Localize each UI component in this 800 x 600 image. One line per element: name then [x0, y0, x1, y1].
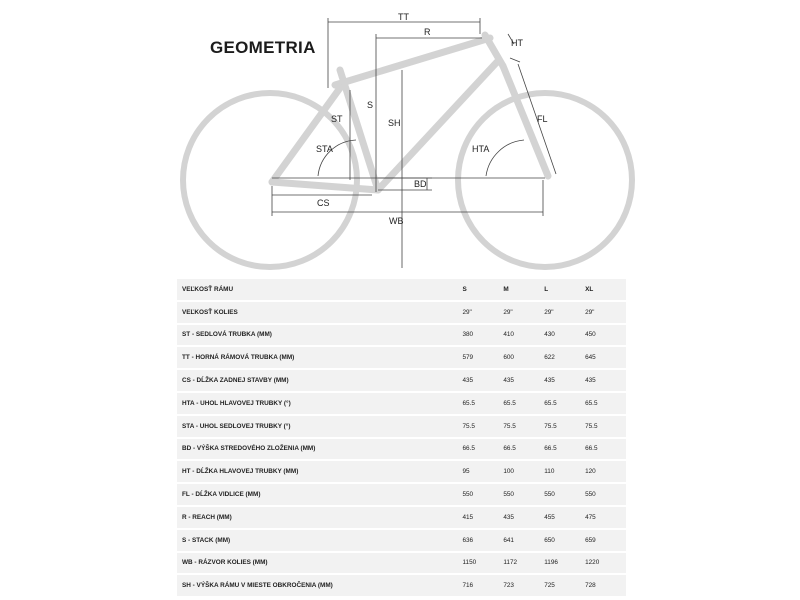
table-row: [177, 393, 626, 414]
row-value: 65.5: [462, 393, 503, 414]
row-value: 645: [585, 347, 626, 368]
row-label: WB - RÁZVOR KOLIES (MM): [177, 553, 462, 574]
label-s: S: [367, 100, 374, 110]
row-value: 110: [544, 461, 585, 482]
row-value: 75.5: [462, 416, 503, 437]
row-value: 430: [544, 325, 585, 346]
label-cs: CS: [317, 198, 330, 208]
label-sh: SH: [388, 118, 401, 128]
label-bd: BD: [414, 179, 427, 189]
label-wb: WB: [389, 216, 404, 226]
row-value: 435: [503, 370, 544, 391]
row-label: HTA - UHOL HLAVOVEJ TRUBKY (°): [177, 393, 462, 414]
row-label: FL - DĹŽKA VIDLICE (MM): [177, 484, 462, 505]
row-value: 29": [544, 302, 585, 323]
bike-frame: [272, 35, 548, 190]
label-hta: HTA: [472, 144, 490, 154]
row-value: 716: [462, 575, 503, 596]
row-value: 100: [503, 461, 544, 482]
row-value: 636: [462, 530, 503, 551]
row-value: 622: [544, 347, 585, 368]
row-label: S - STACK (MM): [177, 530, 462, 551]
row-value: 728: [585, 575, 626, 596]
row-value: 550: [585, 484, 626, 505]
label-ht: HT: [511, 38, 523, 48]
header-size-l: L: [544, 279, 585, 300]
row-value: 65.5: [503, 393, 544, 414]
table-row: [177, 575, 626, 596]
table-row: [177, 302, 626, 323]
row-value: 435: [544, 370, 585, 391]
row-value: 65.5: [544, 393, 585, 414]
table-row: [177, 439, 626, 460]
table-row: [177, 530, 626, 551]
dimension-lines: [272, 18, 556, 268]
table-row: [177, 484, 626, 505]
row-label: R - REACH (MM): [177, 507, 462, 528]
row-value: 75.5: [503, 416, 544, 437]
row-label: TT - HORNÁ RÁMOVÁ TRUBKA (MM): [177, 347, 462, 368]
row-value: 29": [503, 302, 544, 323]
row-value: 725: [544, 575, 585, 596]
row-value: 1196: [544, 553, 585, 574]
row-value: 120: [585, 461, 626, 482]
table-row: [177, 507, 626, 528]
row-label: BD - VÝŠKA STREDOVÉHO ZLOŽENIA (MM): [177, 439, 462, 460]
row-label: SH - VÝŠKA RÁMU V MIESTE OBKROČENIA (MM): [177, 575, 462, 596]
row-value: 415: [462, 507, 503, 528]
row-value: 650: [544, 530, 585, 551]
row-value: 66.5: [585, 439, 626, 460]
bike-geometry-diagram: [0, 0, 800, 275]
row-label: CS - DĹŽKA ZADNEJ STAVBY (MM): [177, 370, 462, 391]
row-value: 579: [462, 347, 503, 368]
row-label: HT - DĹŽKA HLAVOVEJ TRUBKY (MM): [177, 461, 462, 482]
table-row: [177, 325, 626, 346]
row-value: 455: [544, 507, 585, 528]
row-value: 410: [503, 325, 544, 346]
label-sta: STA: [316, 144, 333, 154]
row-value: 435: [503, 507, 544, 528]
row-value: 380: [462, 325, 503, 346]
row-value: 1172: [503, 553, 544, 574]
label-r: R: [424, 27, 431, 37]
header-size-xl: XL: [585, 279, 626, 300]
row-value: 435: [585, 370, 626, 391]
row-value: 1150: [462, 553, 503, 574]
row-value: 550: [544, 484, 585, 505]
table-row: [177, 347, 626, 368]
row-value: 1220: [585, 553, 626, 574]
row-label: STA - UHOL SEDLOVEJ TRUBKY (°): [177, 416, 462, 437]
row-value: 641: [503, 530, 544, 551]
label-st: ST: [331, 114, 343, 124]
row-value: 550: [503, 484, 544, 505]
row-label: VEĽKOSŤ KOLIES: [177, 302, 462, 323]
row-value: 66.5: [503, 439, 544, 460]
label-fl: FL: [537, 114, 548, 124]
header-size-s: S: [462, 279, 503, 300]
row-value: 450: [585, 325, 626, 346]
row-value: 66.5: [544, 439, 585, 460]
table-row: [177, 461, 626, 482]
label-tt: TT: [398, 12, 409, 22]
row-value: 75.5: [544, 416, 585, 437]
page-title: GEOMETRIA: [210, 38, 316, 57]
table-header-row: [177, 279, 626, 300]
row-value: 723: [503, 575, 544, 596]
table-row: [177, 553, 626, 574]
row-value: 435: [462, 370, 503, 391]
row-value: 475: [585, 507, 626, 528]
row-value: 550: [462, 484, 503, 505]
row-value: 600: [503, 347, 544, 368]
row-value: 29": [462, 302, 503, 323]
row-value: 75.5: [585, 416, 626, 437]
row-label: ST - SEDLOVÁ TRUBKA (MM): [177, 325, 462, 346]
header-size-m: M: [503, 279, 544, 300]
row-value: 95: [462, 461, 503, 482]
geometry-table: [177, 277, 626, 598]
table-row: [177, 370, 626, 391]
header-frame-size: VEĽKOSŤ RÁMU: [177, 279, 462, 300]
row-value: 659: [585, 530, 626, 551]
row-value: 65.5: [585, 393, 626, 414]
row-value: 66.5: [462, 439, 503, 460]
table-row: [177, 416, 626, 437]
row-value: 29": [585, 302, 626, 323]
